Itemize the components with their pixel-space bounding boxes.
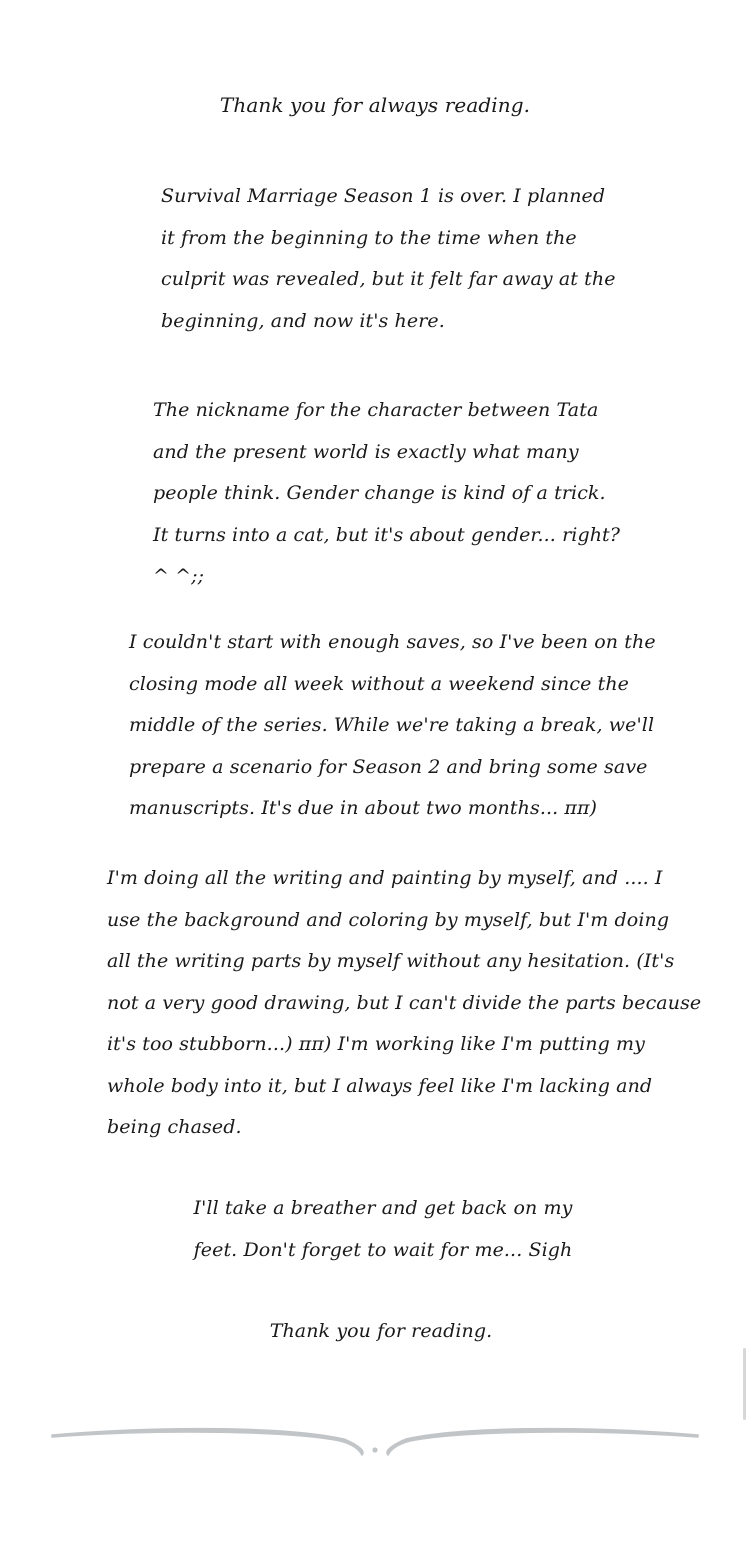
paragraph-break: I'll take a breather and get back on my feet. Don't forget to wait for me... Sigh xyxy=(193,1197,573,1261)
note-title: Thank you for always reading. xyxy=(219,93,531,117)
paragraph-season-end: Survival Marriage Season 1 is over. I planned it from the beginning to the time when the culprit was revealed, but it felt far away at the beginning, and now it's here. xyxy=(161,185,616,332)
closing-thanks: Thank you for reading. xyxy=(269,1320,493,1342)
paragraph-workload: I'm doing all the writing and painting by myself, and .... I use the background and coloring by myself, but I'm doing all the writing parts by myself without any hesitation. (It's not a very good drawing, but I can't divide the parts because it's too stubborn...) ππ) I'm working like I'm putting my whole body into it, but I always feel like I'm lacking and being chased. xyxy=(107,867,702,1138)
flourish-divider-icon xyxy=(40,1415,710,1475)
scrollbar-thumb[interactable] xyxy=(743,1348,746,1420)
paragraph-nickname: The nickname for the character between Tata and the present world is exactly what many people think. Gender change is kind of a trick. It turns into a cat, but it's about gender... right? ^ ^;; xyxy=(153,399,621,587)
paragraph-schedule: I couldn't start with enough saves, so I've been on the closing mode all week without a weekend since the middle of the series. While we're taking a break, we'll prepare a scenario for Season 2 and bring some save manuscripts. It's due in about two months... ππ) xyxy=(129,631,656,819)
